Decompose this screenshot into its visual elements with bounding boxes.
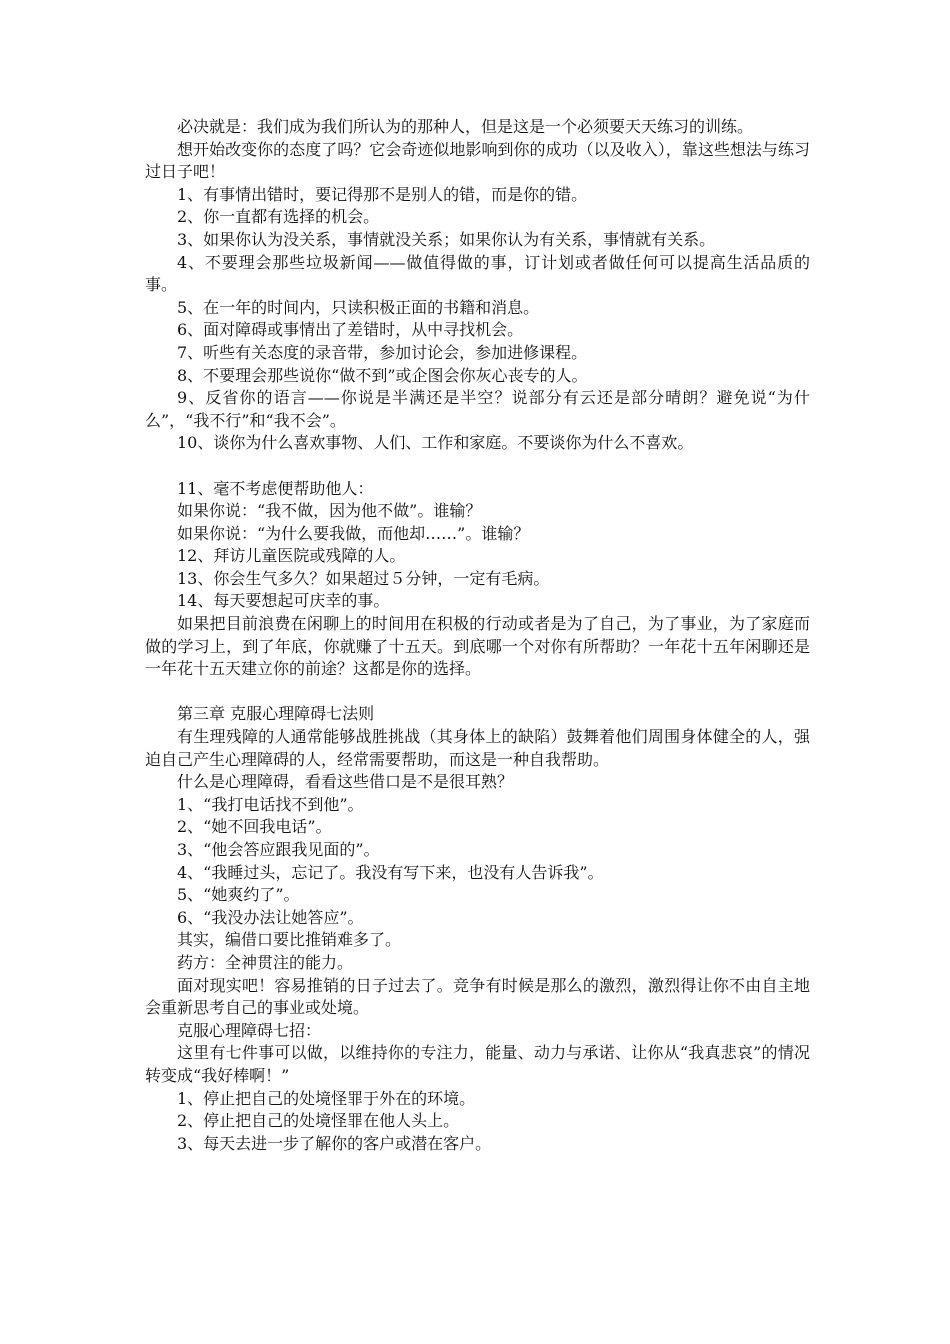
paragraph: 想开始改变你的态度了吗？它会奇迹似地影响到你的成功（以及收入），靠这些想法与练习过日子吧！ <box>145 139 810 182</box>
paragraph: 克服心理障碍七招： <box>177 1020 322 1040</box>
paragraph: 有生理残障的人通常能够战胜挑战（其身体上的缺陷）鼓舞着他们周围身体健全的人，强迫自己产生心理障碍的人，经常需要帮助，而这是一种自我帮助。 <box>145 727 810 769</box>
paragraph: 这里有七件事可以做，以维持你的专注力，能量、动力与承诺、让你从“我真悲哀”的情况转变成“我好棒啊！” <box>145 1043 810 1085</box>
paragraph: 14、每天要想起可庆幸的事。 <box>177 591 390 611</box>
blank-line <box>145 681 810 704</box>
paragraph: 1、“我打电话找不到他”。 <box>177 794 364 814</box>
paragraph: 第三章 克服心理障碍七法则 <box>177 704 375 724</box>
paragraph: 其实，编借口要比推销难多了。 <box>177 930 402 950</box>
paragraph: 药方：全神贯注的能力。 <box>177 952 354 972</box>
paragraph: 6、“我没办法让她答应”。 <box>177 907 364 927</box>
paragraph: 10、谈你为什么喜欢事物、人们、工作和家庭。不要谈你为什么不喜欢。 <box>177 433 694 453</box>
paragraph: 1、停止把自己的处境怪罪于外在的环境。 <box>177 1088 476 1108</box>
paragraph: 必决就是：我们成为我们所认为的那种人，但是这是一个必须要天天练习的训练。 <box>177 117 754 136</box>
paragraph: 1、有事情出错时，要记得那不是别人的错，而是你的错。 <box>177 184 588 204</box>
paragraph: 9、反省你的语言——你说是半满还是半空？说部分有云还是部分晴朗？避免说“为什么”，“我不行”和“我不会”。 <box>145 388 810 430</box>
paragraph: 11、毫不考虑便帮助他人： <box>177 478 374 498</box>
paragraph: 如果你说：“为什么要我做，而他却……”。谁输？ <box>177 523 530 543</box>
paragraph: 3、如果你认为没关系，事情就没关系；如果你认为有关系，事情就有关系。 <box>177 229 716 249</box>
paragraph: 12、拜访儿童医院或残障的人。 <box>177 546 406 566</box>
paragraph: 如果你说：“我不做，因为他不做”。谁输？ <box>177 501 482 521</box>
paragraph: 2、你一直都有选择的机会。 <box>177 207 380 227</box>
paragraph: 2、停止把自己的处境怪罪在他人头上。 <box>177 1111 460 1131</box>
blank-line <box>145 455 810 478</box>
paragraph: 4、不要理会那些垃圾新闻——做值得做的事，订计划或者做任何可以提高生活品质的事。 <box>145 252 810 295</box>
paragraph: 5、“她爽约了”。 <box>177 885 300 905</box>
paragraph: 8、不要理会那些说你“做不到”或企图会你灰心丧专的人。 <box>177 365 588 385</box>
paragraph: 6、面对障碍或事情出了差错时，从中寻找机会。 <box>177 320 524 340</box>
document-page <box>145 116 810 1155</box>
paragraph: 如果把目前浪费在闲聊上的时间用在积极的行动或者是为了自己，为了事业，为了家庭而做的学习上，到了年底，你就赚了十五天。到底哪一个对你有所帮助？一年花十五年闲聊还是一年花十五天建立你的前途？这都是你的选择。 <box>145 614 810 679</box>
paragraph: 什么是心理障碍，看看这些借口是不是很耳熟？ <box>177 772 514 792</box>
paragraph: 13、你会生气多久？如果超过５分钟，一定有毛病。 <box>177 568 550 588</box>
paragraph: 2、“她不回我电话”。 <box>177 817 332 837</box>
paragraph: 7、听些有关态度的录音带，参加讨论会，参加进修课程。 <box>177 342 588 362</box>
paragraph: 5、在一年的时间内，只读积极正面的书籍和消息。 <box>177 297 540 317</box>
paragraph: 3、“他会答应跟我见面的”。 <box>177 840 380 859</box>
paragraph: 3、每天去进一步了解你的客户或潜在客户。 <box>177 1133 492 1153</box>
paragraph: 面对现实吧！容易推销的日子过去了。竞争有时候是那么的激烈，激烈得让你不由自主地会重新思考自己的事业或处境。 <box>145 975 810 1018</box>
paragraph: 4、“我睡过头，忘记了。我没有写下来，也没有人告诉我”。 <box>177 862 604 882</box>
